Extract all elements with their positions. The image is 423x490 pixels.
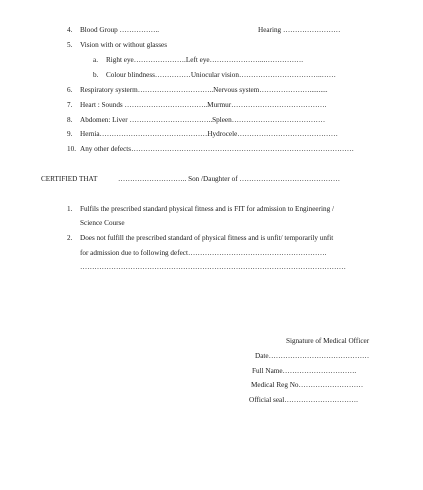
finding-1-number: 1. [67,205,73,213]
abdomen-field: Abdomen: Liver ……………………………..Spleen………………………………… [80,116,326,124]
finding-unfit-extra-line: ………………………………………………………………………………………………… [80,263,346,271]
respiratory-system-field: Respiratory systerm…………………………..Nervous system………………….......... [80,86,328,94]
item-5-number: 5. [67,41,73,49]
colour-blindness-field: Colour blindness……………Uniocular vision……………………………..…… [106,71,336,79]
full-name-field: Full Name…………………………. [252,367,357,375]
medical-reg-no-field: Medical Reg No……………………… [251,381,364,389]
finding-unfit-text: Does not fulfill the prescribed standard of physical fitness and is unfit/ temporarily unfit [80,234,334,242]
finding-fit-text-cont: Science Course [80,219,125,227]
item-5b-letter: b. [93,71,99,79]
finding-2-number: 2. [67,234,73,242]
finding-fit-text: Fulfils the prescribed standard physical fitness and is FIT for admission to Engineering / [80,205,334,213]
other-defects-field: Any other defects………………………………………………………………………………… [80,145,354,153]
item-5a-letter: a. [93,56,98,64]
item-10-number: 10. [67,145,76,153]
item-6-number: 6. [67,86,73,94]
blood-group-field: Blood Group …………….. [80,26,160,34]
certified-that-label: CERTIFIED THAT [41,175,98,183]
item-8-number: 8. [67,116,73,124]
official-seal-field: Official seal…………………………. [249,396,358,404]
hearing-field: Hearing …………………… [258,26,341,34]
item-9-number: 9. [67,130,73,138]
heart-sounds-field: Heart : Sounds ……………………………..Murmur…………………………………. [80,101,327,109]
finding-unfit-defect-field: for admission due to following defect…………………………………………………. [80,249,327,257]
item-4-number: 4. [67,26,73,34]
date-field: Date…………………………………… [255,352,370,360]
signature-title: Signature of Medical Officer [286,337,370,345]
son-daughter-of-field: ……………………….. Son /Daughter of …………………………………… [118,175,341,183]
eye-vision-field: Right eye………………….Left eye…………………...……………. [106,56,304,64]
hernia-field: Hernia………………………………………Hydrocele…………………………………… [80,130,338,138]
item-7-number: 7. [67,101,73,109]
vision-heading: Vision with or without glasses [80,41,168,49]
